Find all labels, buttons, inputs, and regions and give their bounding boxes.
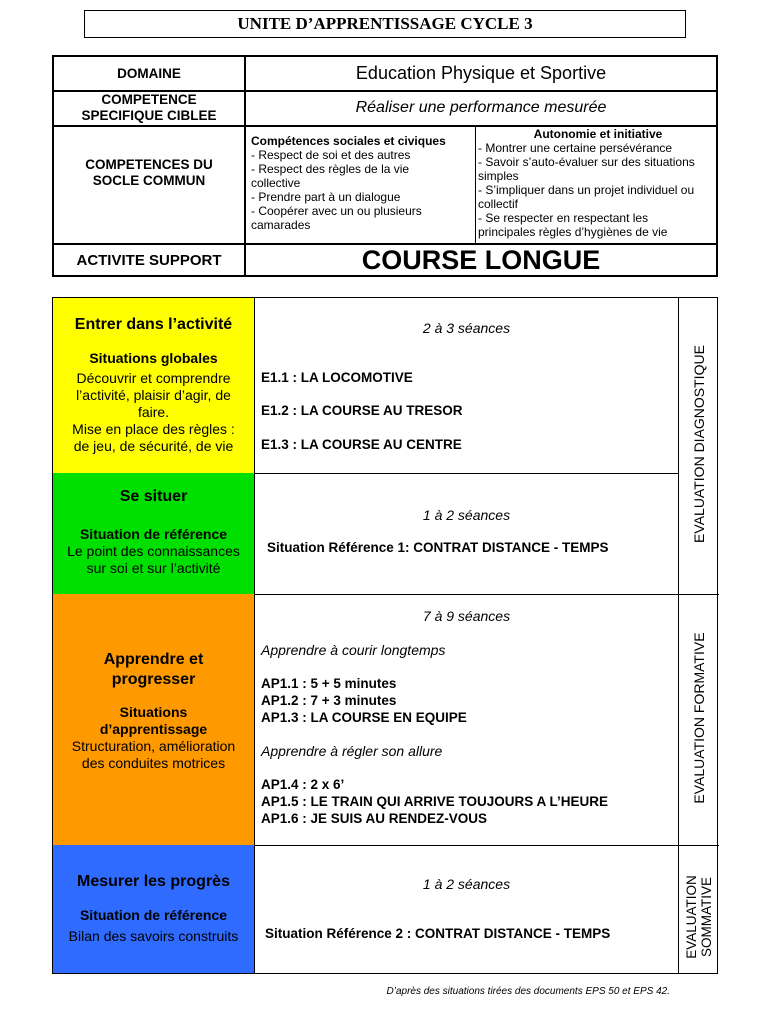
phase-title: Mesurer les progrès [77, 873, 230, 890]
phase-description-line: Mise en place des règles : [72, 421, 235, 437]
phase-title-line: progresser [111, 671, 196, 688]
competences-sociales-line: collective [251, 176, 301, 190]
situation-item: AP1.6 : JE SUIS AU RENDEZ-VOUS [261, 811, 488, 826]
situation-item: AP1.5 : LE TRAIN QUI ARRIVE TOUJOURS A L’HEURE [261, 794, 609, 809]
phase-description [53, 370, 254, 455]
phase-description-line: Découvrir et comprendre [76, 370, 231, 386]
socle-label [54, 157, 244, 189]
learning-goal: Apprendre à courir longtemps [261, 642, 446, 658]
phase-description-line: sur soi et sur l’activité [86, 560, 221, 576]
phase-subtitle: Situations globales [89, 350, 218, 366]
phase-subtitle: Situation de référence [79, 907, 228, 923]
competence-label-line: COMPETENCE [101, 92, 197, 107]
situation-item: AP1.3 : LA COURSE EN EQUIPE [261, 710, 467, 725]
phase-description-line: Structuration, amélioration [71, 738, 236, 754]
content-situer [255, 473, 679, 594]
autonomie-line: - Montrer une certaine persévérance [478, 141, 673, 155]
evaluation-label-line: EVALUATION [684, 875, 699, 959]
phase-mesurer [53, 845, 255, 973]
phase-title: Se situer [119, 488, 188, 505]
activite-value: COURSE LONGUE [361, 244, 601, 275]
phase-description-line: Le point des connaissances [67, 543, 240, 559]
competences-sociales-line: - Coopérer avec un ou plusieurs [251, 204, 422, 218]
learning-goal: Apprendre à régler son allure [261, 743, 443, 759]
phase-title-line: Apprendre et [103, 651, 204, 668]
phase-description-line: de jeu, de sécurité, de vie [73, 438, 234, 454]
phase-title [53, 650, 254, 690]
content-mesurer [255, 845, 679, 973]
domaine-value: Education Physique et Sportive [355, 63, 607, 83]
page-title: UNITE D’APPRENTISSAGE CYCLE 3 [84, 10, 686, 38]
footnote: D’après des situations tirées des documents EPS 50 et EPS 42. [386, 986, 670, 997]
autonomie-line: collectif [478, 197, 519, 211]
competences-sociales-line: - Respect des règles de la vie [251, 162, 410, 176]
progression-table [52, 297, 718, 974]
phase-description-line: des conduites motrices [81, 755, 226, 771]
seances-count: 7 à 9 séances [422, 608, 511, 624]
domaine-label: DOMAINE [117, 65, 181, 81]
phase-apprendre [53, 594, 255, 845]
autonomie-line: - Savoir s’auto-évaluer sur des situations [478, 155, 695, 169]
evaluation-label: EVALUATION DIAGNOSTIQUE [691, 345, 707, 543]
situation-item: Situation Référence 2 : CONTRAT DISTANCE - TEMPS [265, 926, 611, 941]
phase-subtitle-line: d’apprentissage [99, 721, 208, 737]
autonomie-line: simples [478, 169, 519, 183]
phase-subtitle-line: Situations [119, 704, 188, 720]
autonomie-initiative [478, 127, 718, 239]
phase-description: Bilan des savoirs construits [68, 928, 239, 944]
competence-label-line: SPECIFIQUE CIBLEE [81, 108, 217, 123]
content-apprendre [255, 594, 679, 845]
column-divider [475, 125, 476, 243]
evaluation-label-line: SOMMATIVE [699, 877, 714, 958]
situation-item: E1.3 : LA COURSE AU CENTRE [261, 437, 462, 452]
competence-value: Réaliser une performance mesurée [355, 99, 607, 116]
content-entrer [255, 298, 679, 473]
activite-label: ACTIVITE SUPPORT [76, 251, 222, 269]
phase-entrer [53, 298, 255, 473]
competences-sociales-line: - Prendre part à un dialogue [251, 190, 401, 204]
autonomie-title: Autonomie et initiative [533, 127, 663, 141]
situation-item: E1.1 : LA LOCOMOTIVE [261, 370, 413, 385]
phase-description-line: faire. [137, 404, 170, 420]
phase-description [53, 543, 254, 577]
competences-sociales [251, 134, 473, 232]
evaluation-diagnostique [679, 298, 719, 594]
summary-table [52, 55, 718, 277]
phase-situer [53, 473, 255, 594]
situation-item: AP1.4 : 2 x 6’ [261, 777, 345, 792]
competences-sociales-line: - Respect de soi et des autres [251, 148, 411, 162]
seances-count: 1 à 2 séances [422, 507, 511, 523]
evaluation-formative [679, 594, 719, 845]
competences-sociales-line: camarades [251, 218, 311, 232]
phase-title: Entrer dans l’activité [74, 316, 233, 333]
phase-subtitle: Situation de référence [79, 526, 228, 542]
autonomie-line: principales règles d’hygiènes de vie [478, 225, 668, 239]
evaluation-label: EVALUATION FORMATIVE [691, 632, 707, 804]
situation-item: E1.2 : LA COURSE AU TRESOR [261, 403, 463, 418]
competence-label [54, 91, 244, 125]
phase-subtitle [53, 704, 254, 738]
seances-count: 2 à 3 séances [422, 320, 511, 336]
situation-item: AP1.2 : 7 + 3 minutes [261, 693, 397, 708]
situation-item: Situation Référence 1: CONTRAT DISTANCE - TEMPS [267, 540, 609, 555]
autonomie-line: - Se respecter en respectant les [478, 211, 649, 225]
autonomie-line: - S’impliquer dans un projet individuel ou [478, 183, 695, 197]
phase-description [53, 738, 254, 772]
competences-sociales-title: Compétences sociales et civiques [251, 134, 446, 148]
seances-count: 1 à 2 séances [422, 876, 511, 892]
situation-item: AP1.1 : 5 + 5 minutes [261, 676, 397, 691]
socle-label-line: COMPETENCES DU [85, 157, 213, 172]
phase-description-line: l’activité, plaisir d’agir, de [76, 387, 231, 403]
evaluation-label [684, 857, 714, 977]
socle-label-line: SOCLE COMMUN [92, 173, 206, 188]
evaluation-sommative [679, 845, 719, 973]
